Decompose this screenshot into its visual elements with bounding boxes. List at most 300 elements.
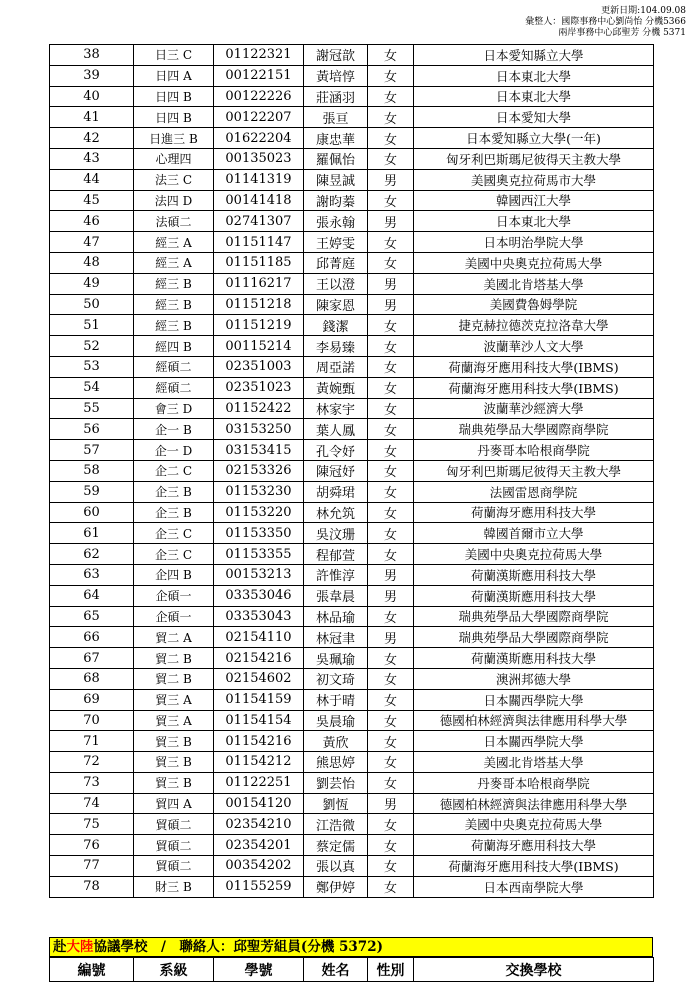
student-exchange-table — [49, 44, 654, 898]
cell-student-id: 02153326 — [214, 460, 304, 481]
cell-student-id: 00115214 — [214, 336, 304, 357]
cell-school: 瑞典苑學品大學國際商學院 — [414, 627, 654, 648]
cell-name: 林品瑜 — [304, 606, 368, 627]
cell-number: 42 — [50, 128, 134, 149]
table-row — [50, 710, 654, 731]
cell-department: 企三 B — [134, 481, 214, 502]
cell-name: 王以澄 — [304, 273, 368, 294]
cell-gender: 女 — [368, 315, 414, 336]
cell-number: 75 — [50, 814, 134, 835]
cell-department: 貿二 A — [134, 627, 214, 648]
cell-student-id: 02154110 — [214, 627, 304, 648]
cell-student-id: 02351023 — [214, 377, 304, 398]
cell-department: 日四 B — [134, 86, 214, 107]
table-row — [50, 544, 654, 565]
cell-gender: 女 — [368, 710, 414, 731]
table-row — [50, 398, 654, 419]
cell-department: 貿三 B — [134, 731, 214, 752]
cell-gender: 女 — [368, 523, 414, 544]
cell-number: 50 — [50, 294, 134, 315]
cell-department: 日四 B — [134, 107, 214, 128]
cell-student-id: 01153220 — [214, 502, 304, 523]
cell-school: 荷蘭漢斯應用科技大學 — [414, 585, 654, 606]
table-row — [50, 648, 654, 669]
cell-name: 李易臻 — [304, 336, 368, 357]
cell-name: 張韋晨 — [304, 585, 368, 606]
cell-gender: 男 — [368, 564, 414, 585]
cell-number: 60 — [50, 502, 134, 523]
table-row — [50, 606, 654, 627]
cell-student-id: 00354202 — [214, 856, 304, 877]
table-row — [50, 169, 654, 190]
cell-gender: 女 — [368, 772, 414, 793]
cell-school: 荷蘭海牙應用科技大學(IBMS) — [414, 856, 654, 877]
cell-name: 周亞諾 — [304, 356, 368, 377]
cell-gender: 女 — [368, 148, 414, 169]
cell-number: 38 — [50, 45, 134, 66]
cell-school: 荷蘭海牙應用科技大學 — [414, 502, 654, 523]
banner-text: 協議學校 / 聯絡人：邱聖芳組員(分機 5372) — [93, 939, 383, 955]
cell-school: 日本西南學院大學 — [414, 876, 654, 897]
cell-department: 經四 B — [134, 336, 214, 357]
cell-department: 會三 D — [134, 398, 214, 419]
cell-student-id: 00135023 — [214, 148, 304, 169]
cell-student-id: 01153230 — [214, 481, 304, 502]
table-row — [50, 668, 654, 689]
cell-gender: 男 — [368, 793, 414, 814]
mainland-table-header — [49, 957, 654, 982]
cell-name: 劉恆 — [304, 793, 368, 814]
cell-school: 日本愛知縣立大學(一年) — [414, 128, 654, 149]
cell-department: 企三 B — [134, 502, 214, 523]
table-row — [50, 315, 654, 336]
cell-department: 經三 A — [134, 252, 214, 273]
cell-gender: 女 — [368, 252, 414, 273]
cell-number: 73 — [50, 772, 134, 793]
cell-department: 企三 C — [134, 544, 214, 565]
cell-student-id: 00154120 — [214, 793, 304, 814]
cell-student-id: 01153355 — [214, 544, 304, 565]
cell-student-id: 01155259 — [214, 876, 304, 897]
cell-number: 69 — [50, 689, 134, 710]
cell-name: 王婷雯 — [304, 232, 368, 253]
table-row — [50, 419, 654, 440]
cell-name: 張永翰 — [304, 211, 368, 232]
cell-department: 貿碩二 — [134, 835, 214, 856]
cell-student-id: 01151185 — [214, 252, 304, 273]
cell-gender: 女 — [368, 107, 414, 128]
table-row — [50, 86, 654, 107]
cell-name: 林于晴 — [304, 689, 368, 710]
table-row — [50, 502, 654, 523]
cell-name: 陳冠妤 — [304, 460, 368, 481]
cell-department: 貿碩二 — [134, 814, 214, 835]
cell-student-id: 02154216 — [214, 648, 304, 669]
cell-school: 丹麥哥本哈根商學院 — [414, 440, 654, 461]
cell-student-id: 03353046 — [214, 585, 304, 606]
cell-number: 63 — [50, 564, 134, 585]
cell-number: 46 — [50, 211, 134, 232]
cell-number: 68 — [50, 668, 134, 689]
cell-school: 匈牙利巴斯瑪尼彼得天主教大學 — [414, 148, 654, 169]
cell-number: 40 — [50, 86, 134, 107]
cell-gender: 男 — [368, 169, 414, 190]
cell-department: 經碩二 — [134, 356, 214, 377]
cell-number: 53 — [50, 356, 134, 377]
cell-school: 荷蘭海牙應用科技大學(IBMS) — [414, 356, 654, 377]
table-row — [50, 835, 654, 856]
cell-student-id: 01151219 — [214, 315, 304, 336]
cell-school: 荷蘭漢斯應用科技大學 — [414, 564, 654, 585]
cell-number: 43 — [50, 148, 134, 169]
table-row — [50, 232, 654, 253]
cell-student-id: 01154154 — [214, 710, 304, 731]
table-row — [50, 523, 654, 544]
table-row — [50, 356, 654, 377]
cell-name: 邱菁庭 — [304, 252, 368, 273]
table-row — [50, 294, 654, 315]
cell-number: 71 — [50, 731, 134, 752]
cell-name: 吳汶珊 — [304, 523, 368, 544]
cell-gender: 女 — [368, 45, 414, 66]
cell-gender: 女 — [368, 356, 414, 377]
cell-gender: 女 — [368, 190, 414, 211]
cell-school: 丹麥哥本哈根商學院 — [414, 772, 654, 793]
cell-school: 瑞典苑學品大學國際商學院 — [414, 419, 654, 440]
cell-name: 孔令妤 — [304, 440, 368, 461]
cell-name: 陳家恩 — [304, 294, 368, 315]
cell-department: 日三 C — [134, 45, 214, 66]
cell-name: 林允筑 — [304, 502, 368, 523]
cell-name: 初文琦 — [304, 668, 368, 689]
cell-student-id: 01151218 — [214, 294, 304, 315]
cell-gender: 女 — [368, 419, 414, 440]
cell-gender: 女 — [368, 460, 414, 481]
header-name: 姓名 — [304, 958, 368, 982]
cell-gender: 女 — [368, 814, 414, 835]
table-row — [50, 793, 654, 814]
cell-department: 企碩一 — [134, 606, 214, 627]
cell-number: 56 — [50, 419, 134, 440]
cell-department: 經三 B — [134, 315, 214, 336]
cell-gender: 女 — [368, 648, 414, 669]
cell-school: 日本東北大學 — [414, 211, 654, 232]
table-row — [50, 190, 654, 211]
cell-student-id: 01122321 — [214, 45, 304, 66]
cell-number: 45 — [50, 190, 134, 211]
cell-student-id: 00122151 — [214, 65, 304, 86]
cell-department: 日進三 B — [134, 128, 214, 149]
cell-gender: 女 — [368, 481, 414, 502]
cell-number: 72 — [50, 752, 134, 773]
cell-name: 許惟淳 — [304, 564, 368, 585]
cell-number: 54 — [50, 377, 134, 398]
cell-student-id: 03153415 — [214, 440, 304, 461]
cell-number: 66 — [50, 627, 134, 648]
cell-department: 經碩二 — [134, 377, 214, 398]
table-row — [50, 689, 654, 710]
cell-name: 謝昀蓁 — [304, 190, 368, 211]
header-number: 編號 — [50, 958, 134, 982]
cell-student-id: 03353043 — [214, 606, 304, 627]
banner-prefix: 赴 — [53, 939, 67, 955]
table-body — [50, 45, 654, 898]
cell-department: 貿碩二 — [134, 856, 214, 877]
cell-name: 蔡定儒 — [304, 835, 368, 856]
page-meta — [525, 6, 686, 39]
compiler-contact: 彙整人：國際事務中心劉尚怡 分機5366 — [525, 17, 686, 27]
cell-school: 美國中央奧克拉荷馬大學 — [414, 252, 654, 273]
cell-school: 韓國首爾市立大學 — [414, 523, 654, 544]
cell-school: 日本東北大學 — [414, 65, 654, 86]
cell-student-id: 02154602 — [214, 668, 304, 689]
cell-number: 52 — [50, 336, 134, 357]
table-row — [50, 440, 654, 461]
cell-department: 貿三 B — [134, 772, 214, 793]
cross-strait-contact: 兩岸事務中心邱聖芳 分機 5371 — [558, 28, 686, 38]
cell-school: 波蘭華沙經濟大學 — [414, 398, 654, 419]
cell-name: 莊涵羽 — [304, 86, 368, 107]
cell-number: 67 — [50, 648, 134, 669]
table-row — [50, 377, 654, 398]
cell-gender: 女 — [368, 65, 414, 86]
cell-student-id: 00122207 — [214, 107, 304, 128]
cell-name: 吳晨瑜 — [304, 710, 368, 731]
table-row — [50, 336, 654, 357]
cell-student-id: 02351003 — [214, 356, 304, 377]
cell-school: 日本關西學院大學 — [414, 731, 654, 752]
cell-name: 張以真 — [304, 856, 368, 877]
cell-number: 65 — [50, 606, 134, 627]
table-row — [50, 752, 654, 773]
cell-name: 江浩微 — [304, 814, 368, 835]
cell-school: 日本愛知大學 — [414, 107, 654, 128]
cell-gender: 男 — [368, 273, 414, 294]
cell-gender: 男 — [368, 211, 414, 232]
cell-name: 葉人鳳 — [304, 419, 368, 440]
table-row — [50, 481, 654, 502]
cell-department: 貿三 A — [134, 710, 214, 731]
header-school: 交換學校 — [414, 958, 654, 982]
cell-school: 德國柏林經濟與法律應用科學大學 — [414, 710, 654, 731]
cell-number: 58 — [50, 460, 134, 481]
cell-student-id: 01154216 — [214, 731, 304, 752]
cell-number: 47 — [50, 232, 134, 253]
cell-gender: 男 — [368, 585, 414, 606]
cell-department: 經三 B — [134, 294, 214, 315]
cell-department: 企二 C — [134, 460, 214, 481]
cell-department: 貿四 A — [134, 793, 214, 814]
cell-name: 胡舜珺 — [304, 481, 368, 502]
cell-student-id: 02741307 — [214, 211, 304, 232]
cell-gender: 女 — [368, 835, 414, 856]
cell-school: 日本明治學院大學 — [414, 232, 654, 253]
cell-department: 法四 D — [134, 190, 214, 211]
cell-student-id: 02354201 — [214, 835, 304, 856]
cell-number: 64 — [50, 585, 134, 606]
cell-number: 49 — [50, 273, 134, 294]
cell-student-id: 03153250 — [214, 419, 304, 440]
table-row — [50, 211, 654, 232]
cell-name: 程郁萱 — [304, 544, 368, 565]
cell-school: 韓國西江大學 — [414, 190, 654, 211]
cell-department: 企三 C — [134, 523, 214, 544]
table-row — [50, 627, 654, 648]
cell-gender: 女 — [368, 689, 414, 710]
updated-date: 更新日期:104.09.08 — [601, 6, 686, 16]
cell-gender: 女 — [368, 606, 414, 627]
table-row — [50, 814, 654, 835]
table-row — [50, 460, 654, 481]
table-row — [50, 856, 654, 877]
cell-department: 心理四 — [134, 148, 214, 169]
cell-gender: 女 — [368, 440, 414, 461]
cell-school: 日本東北大學 — [414, 86, 654, 107]
cell-name: 熊思婷 — [304, 752, 368, 773]
cell-department: 財三 B — [134, 876, 214, 897]
table-row — [50, 148, 654, 169]
cell-name: 林家宇 — [304, 398, 368, 419]
cell-gender: 女 — [368, 86, 414, 107]
table-row — [50, 564, 654, 585]
cell-school: 法國雷恩商學院 — [414, 481, 654, 502]
cell-school: 澳洲邦德大學 — [414, 668, 654, 689]
table-row — [50, 772, 654, 793]
cell-number: 78 — [50, 876, 134, 897]
cell-school: 美國北肯塔基大學 — [414, 273, 654, 294]
cell-gender: 男 — [368, 627, 414, 648]
cell-name: 羅佩怡 — [304, 148, 368, 169]
header-student-id: 學號 — [214, 958, 304, 982]
banner-highlight: 大陸 — [66, 939, 94, 955]
cell-name: 錢潔 — [304, 315, 368, 336]
cell-name: 劉芸怡 — [304, 772, 368, 793]
cell-school: 美國北肯塔基大學 — [414, 752, 654, 773]
header-row — [50, 958, 654, 982]
table-row — [50, 252, 654, 273]
cell-student-id: 01151147 — [214, 232, 304, 253]
table-row — [50, 45, 654, 66]
cell-number: 59 — [50, 481, 134, 502]
cell-gender: 女 — [368, 752, 414, 773]
cell-number: 39 — [50, 65, 134, 86]
table-row — [50, 273, 654, 294]
cell-number: 74 — [50, 793, 134, 814]
cell-department: 法三 C — [134, 169, 214, 190]
cell-gender: 女 — [368, 398, 414, 419]
cell-gender: 女 — [368, 128, 414, 149]
cell-department: 貿二 B — [134, 648, 214, 669]
cell-name: 康忠華 — [304, 128, 368, 149]
table-row — [50, 731, 654, 752]
cell-number: 61 — [50, 523, 134, 544]
cell-student-id: 00153213 — [214, 564, 304, 585]
table-row — [50, 876, 654, 897]
mainland-section-banner — [49, 937, 653, 957]
cell-name: 黃欣 — [304, 731, 368, 752]
cell-student-id: 01141319 — [214, 169, 304, 190]
cell-department: 企碩一 — [134, 585, 214, 606]
cell-gender: 女 — [368, 336, 414, 357]
table-row — [50, 128, 654, 149]
cell-school: 匈牙利巴斯瑪尼彼得天主教大學 — [414, 460, 654, 481]
cell-department: 貿三 B — [134, 752, 214, 773]
cell-gender: 女 — [368, 731, 414, 752]
cell-department: 貿三 A — [134, 689, 214, 710]
cell-school: 德國柏林經濟與法律應用科學大學 — [414, 793, 654, 814]
cell-student-id: 01153350 — [214, 523, 304, 544]
cell-school: 美國費魯姆學院 — [414, 294, 654, 315]
cell-school: 波蘭華沙人文大學 — [414, 336, 654, 357]
table-row — [50, 65, 654, 86]
cell-gender: 女 — [368, 668, 414, 689]
cell-department: 日四 A — [134, 65, 214, 86]
header-department: 系級 — [134, 958, 214, 982]
cell-school: 荷蘭海牙應用科技大學(IBMS) — [414, 377, 654, 398]
cell-department: 經三 B — [134, 273, 214, 294]
cell-student-id: 01154212 — [214, 752, 304, 773]
cell-number: 51 — [50, 315, 134, 336]
cell-student-id: 01152422 — [214, 398, 304, 419]
cell-school: 荷蘭海牙應用科技大學 — [414, 835, 654, 856]
cell-name: 鄭伊婷 — [304, 876, 368, 897]
cell-gender: 女 — [368, 544, 414, 565]
cell-student-id: 01154159 — [214, 689, 304, 710]
cell-number: 41 — [50, 107, 134, 128]
cell-gender: 女 — [368, 876, 414, 897]
cell-number: 76 — [50, 835, 134, 856]
cell-school: 瑞典苑學品大學國際商學院 — [414, 606, 654, 627]
cell-number: 70 — [50, 710, 134, 731]
cell-department: 經三 A — [134, 232, 214, 253]
cell-student-id: 01116217 — [214, 273, 304, 294]
cell-gender: 男 — [368, 294, 414, 315]
cell-department: 企四 B — [134, 564, 214, 585]
cell-gender: 女 — [368, 232, 414, 253]
cell-name: 陳昱誠 — [304, 169, 368, 190]
cell-number: 55 — [50, 398, 134, 419]
cell-school: 美國中央奧克拉荷馬大學 — [414, 544, 654, 565]
cell-gender: 女 — [368, 856, 414, 877]
cell-school: 美國中央奧克拉荷馬大學 — [414, 814, 654, 835]
cell-number: 44 — [50, 169, 134, 190]
table-row — [50, 107, 654, 128]
cell-department: 企一 B — [134, 419, 214, 440]
cell-student-id: 02354210 — [214, 814, 304, 835]
cell-name: 黃婉甄 — [304, 377, 368, 398]
cell-department: 貿二 B — [134, 668, 214, 689]
cell-name: 張亘 — [304, 107, 368, 128]
cell-number: 57 — [50, 440, 134, 461]
cell-gender: 女 — [368, 377, 414, 398]
cell-student-id: 01122251 — [214, 772, 304, 793]
header-gender: 性別 — [368, 958, 414, 982]
table-row — [50, 585, 654, 606]
cell-student-id: 01622204 — [214, 128, 304, 149]
cell-name: 吳珮瑜 — [304, 648, 368, 669]
cell-gender: 女 — [368, 502, 414, 523]
cell-department: 企一 D — [134, 440, 214, 461]
cell-number: 48 — [50, 252, 134, 273]
cell-school: 荷蘭漢斯應用科技大學 — [414, 648, 654, 669]
cell-name: 林冠聿 — [304, 627, 368, 648]
cell-number: 77 — [50, 856, 134, 877]
cell-school: 日本愛知縣立大學 — [414, 45, 654, 66]
cell-department: 法碩二 — [134, 211, 214, 232]
cell-student-id: 00141418 — [214, 190, 304, 211]
cell-number: 62 — [50, 544, 134, 565]
cell-school: 日本關西學院大學 — [414, 689, 654, 710]
